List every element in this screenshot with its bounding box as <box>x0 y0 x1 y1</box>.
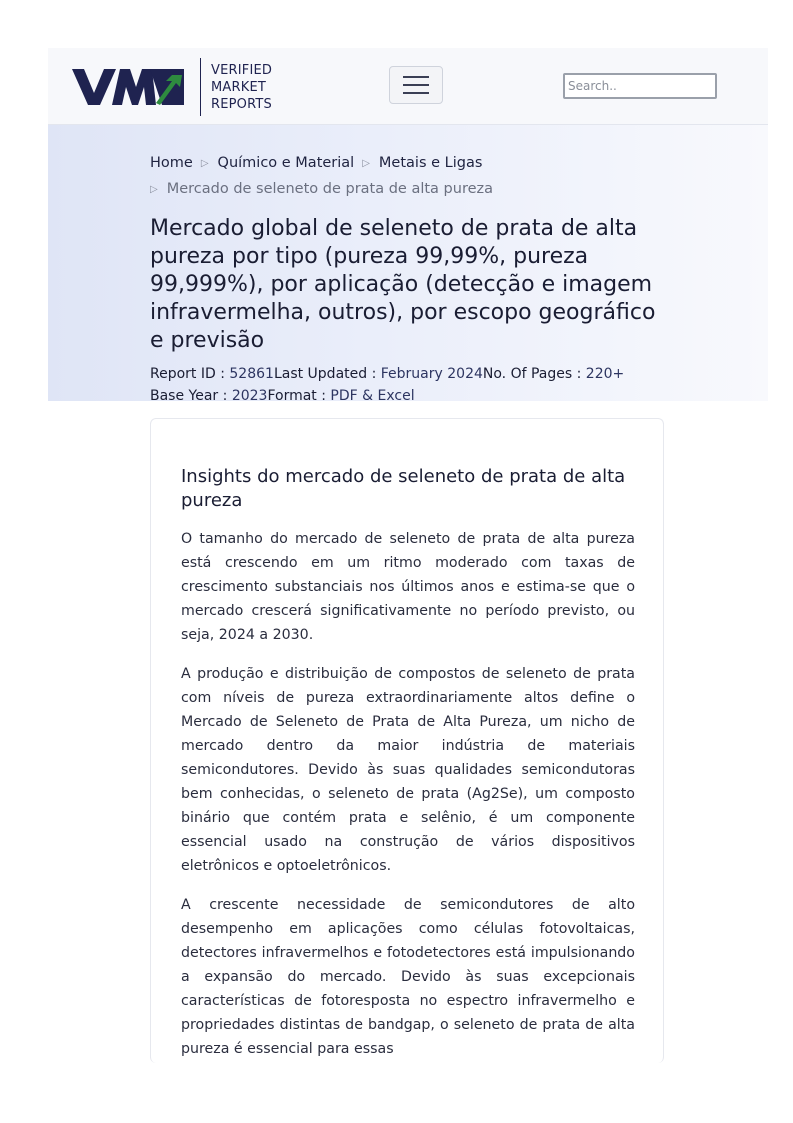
logo-line-2: MARKET <box>211 79 267 95</box>
breadcrumb-current: Mercado de seleneto de prata de alta pureza <box>166 181 494 197</box>
logo-divider <box>200 58 201 116</box>
report-hero <box>48 125 768 404</box>
breadcrumb-subcategory[interactable]: Metais e Ligas <box>378 155 483 171</box>
hamburger-icon-bar <box>403 92 429 94</box>
report-id-label: Report ID : <box>150 366 230 382</box>
chevron-right-icon: ▷ <box>150 184 158 195</box>
last-updated-label: Last Updated : <box>273 366 381 382</box>
hamburger-icon <box>403 76 429 78</box>
breadcrumb-home[interactable]: Home <box>150 155 193 171</box>
insights-paragraph: A crescente necessidade de semicondutores de alto desempenho em aplicações como células fotovoltaicas, detectores infravermelhos e fotodetectores está impulsionando a expansão do mercado. Devido às suas excepcionais características de fotoresposta no espectro infravermelho e propriedades distintas de bandgap, o seleneto de prata de alta pureza é essencial para essas <box>181 897 635 1057</box>
pages-label: No. Of Pages : <box>482 366 586 382</box>
page-title: Mercado global de seleneto de prata de alta pureza por tipo (pureza 99,99%, pureza 99,999%), por aplicação (detecção e imagem infravermelha, outros), por escopo geográfico e previsão <box>150 216 656 353</box>
last-updated-value: February 2024 <box>380 366 483 382</box>
page <box>48 48 768 1057</box>
logo-line-3: REPORTS <box>211 96 272 112</box>
vmr-logo-mark-icon <box>72 67 186 107</box>
report-id-value: 52861 <box>229 366 274 382</box>
chevron-right-icon: ▷ <box>200 158 209 169</box>
breadcrumb <box>150 151 670 203</box>
hamburger-icon-bar <box>403 84 429 86</box>
logo-wordmark <box>211 62 272 113</box>
pages-value: 220+ <box>585 366 625 382</box>
insights-paragraph: A produção e distribuição de compostos de seleneto de prata com níveis de pureza extraordinariamente altos define o Mercado de Seleneto de Prata de Alta Pureza, um nicho de mercado dentro da maior indústria de materiais semicondutores. Devido às suas qualidades semicondutoras bem conhecidas, o seleneto de prata (Ag2Se), um composto binário que contém prata e selênio, é um componente essencial usado na construção de vários dispositivos eletrônicos e optoeletrônicos. <box>181 666 635 874</box>
logo-line-1: VERIFIED <box>211 62 273 78</box>
insights-heading: Insights do mercado de seleneto de prata de alta pureza <box>181 466 626 511</box>
format-label: Format : <box>267 388 331 404</box>
report-meta <box>150 363 670 407</box>
breadcrumb-category[interactable]: Químico e Material <box>217 155 355 171</box>
search-input[interactable] <box>563 73 717 99</box>
menu-toggle-button[interactable] <box>389 66 443 104</box>
insights-card <box>150 418 664 1063</box>
base-year-value: 2023 <box>231 388 268 404</box>
base-year-label: Base Year : <box>150 388 232 404</box>
site-header <box>48 48 768 125</box>
chevron-right-icon: ▷ <box>362 158 370 169</box>
format-value: PDF & Excel <box>330 388 415 404</box>
logo[interactable] <box>72 58 272 116</box>
insights-paragraph: O tamanho do mercado de seleneto de prata de alta pureza está crescendo em um ritmo moderado com taxas de crescimento substanciais nos últimos anos e estima-se que o mercado crescerá significativamente no período previsto, ou seja, 2024 a 2030. <box>181 531 635 643</box>
